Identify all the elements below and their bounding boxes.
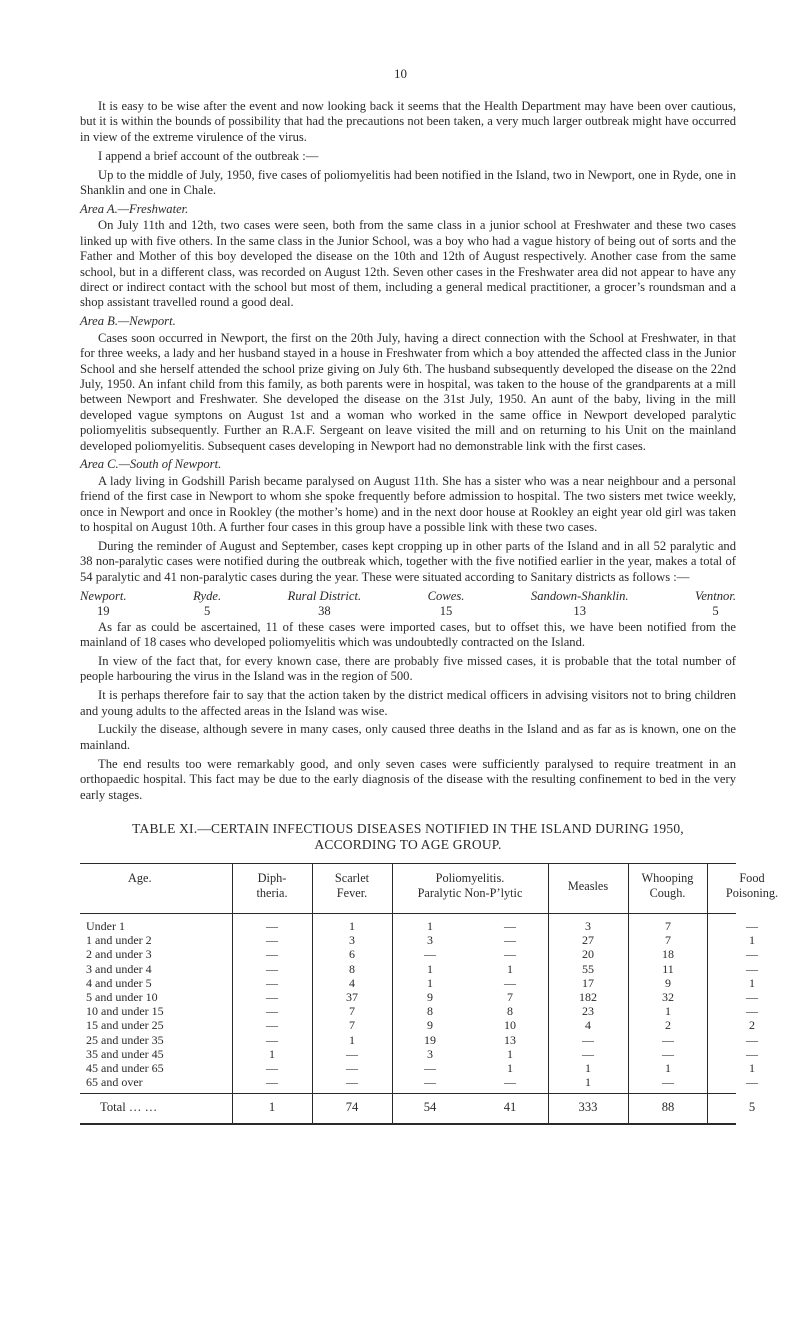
table-cell: — bbox=[746, 1004, 758, 1019]
district-sandown-shanklin bbox=[531, 589, 629, 620]
district-ryde bbox=[193, 589, 221, 620]
header-line: Whooping bbox=[641, 871, 694, 885]
paragraph: Up to the middle of July, 1950, five cases of poliomyelitis had been notified in the Island, two in Newport, one in Ryde, one in Shanklin and one in Chale. bbox=[80, 167, 736, 198]
age-group-cell: 25 and under 35 bbox=[86, 1032, 164, 1047]
district-list bbox=[80, 589, 736, 620]
table-title-line: ACCORDING TO AGE GROUP. bbox=[314, 837, 502, 852]
table-row bbox=[80, 933, 755, 948]
header-age: Age. bbox=[128, 871, 152, 885]
table-cell: — bbox=[424, 1075, 436, 1090]
paragraph: In view of the fact that, for every known case, there are probably five missed cases, it is probable that the total number of people harbouring the virus in the Island was in the region of 500. bbox=[80, 653, 736, 684]
table-cell: 17 bbox=[582, 975, 594, 990]
table-cell: — bbox=[346, 1075, 358, 1090]
age-group-cell: 1 and under 2 bbox=[86, 933, 152, 948]
paragraph: A lady living in Godshill Parish became paralysed on August 11th. She has a sister who was a near neighbour and a personal friend of the first case in Newport to whom she spoke frequently before admission to hospital. The two sisters met twice weekly, once in Newport and once in Rookley (the mother’s home) and in the next door house at Rookley an eight year old girl was taken to hospital on August 10th. A further four cases in this group have a possible link with these two cases. bbox=[80, 473, 736, 535]
table-cell: — bbox=[266, 1032, 278, 1047]
table-rule-header bbox=[80, 913, 736, 914]
district-newport bbox=[80, 589, 127, 620]
table-cell: — bbox=[582, 1046, 594, 1061]
table-cell: 1 bbox=[749, 975, 755, 990]
table-cell: — bbox=[424, 947, 436, 962]
district-rural bbox=[288, 589, 361, 620]
table-cell: — bbox=[746, 1032, 758, 1047]
table-cell: 3 bbox=[427, 933, 433, 948]
table-cell: — bbox=[266, 933, 278, 948]
district-cowes bbox=[428, 589, 465, 620]
table-cell: 3 bbox=[585, 919, 591, 933]
table-cell: — bbox=[266, 990, 278, 1004]
table-cell: — bbox=[504, 975, 516, 990]
table-cell: 182 bbox=[579, 990, 597, 1004]
table-cell: 1 bbox=[268, 1100, 276, 1114]
table-cell: 18 bbox=[662, 947, 674, 962]
table-cell: — bbox=[266, 975, 278, 990]
table-row bbox=[80, 1032, 758, 1047]
table-cell: 1 bbox=[585, 1075, 591, 1090]
table-cell: 9 bbox=[665, 975, 671, 990]
paragraph: The end results too were remarkably good, and only seven cases were sufficiently paralysed to require treatment in an orthopaedic hospital. This fact may be due to the early diagnosis of the disease with the resulting confinement to bed in the very early stages. bbox=[80, 756, 736, 802]
table-row bbox=[80, 961, 758, 976]
table-cell: — bbox=[266, 1061, 278, 1075]
table-cell: — bbox=[504, 947, 516, 962]
table-cell: — bbox=[746, 1046, 758, 1061]
age-group-cell: 45 and under 65 bbox=[86, 1061, 164, 1075]
district-ventnor bbox=[695, 589, 736, 620]
table-cell: — bbox=[746, 919, 758, 933]
district-name: Cowes. bbox=[427, 588, 465, 603]
table-cell: — bbox=[746, 990, 758, 1004]
table-cell: 2 bbox=[749, 1018, 755, 1033]
table-row bbox=[80, 1061, 755, 1075]
table-cell: 19 bbox=[424, 1032, 436, 1047]
table-total-row bbox=[80, 1100, 756, 1114]
district-name: Ryde. bbox=[193, 588, 222, 603]
age-group-cell: 4 and under 5 bbox=[86, 975, 152, 990]
area-heading: Area A.—Freshwater. bbox=[80, 201, 189, 216]
table-cell: 32 bbox=[662, 990, 674, 1004]
table-cell: 2 bbox=[665, 1018, 671, 1033]
area-heading: Area B.—Newport. bbox=[80, 314, 176, 329]
age-group-cell: 5 and under 10 bbox=[86, 990, 158, 1004]
page-number: 10 bbox=[394, 66, 407, 81]
table-row bbox=[80, 990, 758, 1004]
district-value: 15 bbox=[439, 604, 453, 619]
table-cell: 20 bbox=[582, 947, 594, 962]
table-cell: 1 bbox=[507, 1061, 513, 1075]
district-name: Rural District. bbox=[287, 588, 362, 603]
district-value: 19 bbox=[96, 604, 110, 619]
age-group-cell: 10 and under 15 bbox=[86, 1004, 164, 1019]
district-value: 5 bbox=[203, 604, 211, 619]
header-line: Diph- bbox=[257, 871, 287, 885]
table-cell: 8 bbox=[349, 961, 355, 976]
table-cell: 333 bbox=[578, 1100, 598, 1114]
table-cell: 7 bbox=[349, 1004, 355, 1019]
header-whooping-cough bbox=[628, 871, 707, 901]
header-line: Fever. bbox=[336, 886, 368, 900]
table-row bbox=[80, 1075, 758, 1090]
table-cell: — bbox=[662, 1075, 674, 1090]
table-rule-total bbox=[80, 1093, 736, 1094]
age-group-cell: 35 and under 45 bbox=[86, 1046, 164, 1061]
table-row bbox=[80, 1004, 758, 1019]
table-cell: 1 bbox=[585, 1061, 591, 1075]
table-cell: — bbox=[266, 1018, 278, 1033]
table-cell: 9 bbox=[427, 990, 433, 1004]
table-cell: 7 bbox=[349, 1018, 355, 1033]
age-group-cell: 3 and under 4 bbox=[86, 961, 152, 976]
header-poliomyelitis bbox=[392, 871, 548, 901]
age-group-cell: 2 and under 3 bbox=[86, 947, 152, 962]
table-cell: 8 bbox=[507, 1004, 513, 1019]
header-food-poisoning bbox=[707, 871, 797, 901]
table-cell: — bbox=[504, 919, 516, 933]
table-cell: 1 bbox=[507, 961, 513, 976]
table-cell: 4 bbox=[585, 1018, 591, 1033]
table-row bbox=[80, 1046, 758, 1061]
table-row bbox=[80, 975, 755, 990]
table-cell: 27 bbox=[582, 933, 594, 948]
table-cell: 1 bbox=[665, 1061, 671, 1075]
table-cell: 1 bbox=[349, 919, 355, 933]
header-line: Cough. bbox=[649, 886, 686, 900]
header-line: Scarlet bbox=[334, 871, 370, 885]
table-cell: — bbox=[346, 1046, 358, 1061]
table-cell: — bbox=[266, 919, 278, 933]
table-cell: — bbox=[266, 947, 278, 962]
table-cell: 1 bbox=[749, 1061, 755, 1075]
table-cell: 88 bbox=[661, 1100, 675, 1114]
table-cell: — bbox=[662, 1032, 674, 1047]
district-name: Ventnor. bbox=[695, 588, 736, 603]
table-cell: 8 bbox=[427, 1004, 433, 1019]
table-cell: 41 bbox=[503, 1100, 517, 1114]
table-cell: 23 bbox=[582, 1004, 594, 1019]
paragraph: It is perhaps therefore fair to say that the action taken by the district medical officers in advising visitors not to bring children and young adults to the affected areas in the Island was wise. bbox=[80, 688, 736, 718]
table-cell: 3 bbox=[349, 933, 355, 948]
age-group-cell: 15 and under 25 bbox=[86, 1018, 164, 1033]
paragraph: Luckily the disease, although severe in many cases, only caused three deaths in the Island and as far as is known, one on the mainland. bbox=[80, 722, 736, 752]
table-cell: 7 bbox=[665, 933, 671, 948]
header-line: theria. bbox=[256, 886, 288, 900]
table-cell: 5 bbox=[748, 1100, 756, 1114]
district-name: Sandown-Shanklin. bbox=[530, 588, 629, 603]
table-cell: — bbox=[266, 1075, 278, 1090]
paragraph: On July 11th and 12th, two cases were seen, both from the same class in a junior school at Freshwater and these two cases linked up with five others. In the same class in the Junior School, was a boy who had a vague history of being out of sorts and the Father and Mother of this boy developed the disease on the 10th and 12th of August respectively. Another case from the same school, but in a different class, was recorded on August 12th. Seven other cases in the Freshwater area did not appear to have any direct or indirect contact with the school but most of them, including a general medical practitioner, a grocer’s roundsman and a shop assistant travelled round a good deal. bbox=[80, 218, 736, 310]
age-group-cell: 65 and over bbox=[86, 1075, 143, 1090]
table-cell: 55 bbox=[582, 961, 594, 976]
paragraph: As far as could be ascertained, 11 of these cases were imported cases, but to offset this, we have been notified from the mainland of 18 cases who developed poliomyelitis which was undoubtedly contracted on the Island. bbox=[80, 619, 736, 649]
table-cell: 37 bbox=[346, 990, 358, 1004]
table-cell: 1 bbox=[507, 1046, 513, 1061]
table-title bbox=[80, 821, 736, 853]
table-cell: — bbox=[346, 1061, 358, 1075]
table-cell: 3 bbox=[427, 1046, 433, 1061]
table-cell: 10 bbox=[504, 1018, 516, 1033]
paragraph: It is easy to be wise after the event and now looking back it seems that the Health Department may have been over cautious, but it is within the bounds of possibility that had the precautions not been taken, a very much larger outbreak might have occurred in view of the extreme virulence of the virus. bbox=[80, 99, 736, 144]
table-cell: 9 bbox=[427, 1018, 433, 1033]
table-cell: 1 bbox=[269, 1046, 275, 1061]
table-cell: 7 bbox=[665, 919, 671, 933]
paragraph: During the reminder of August and September, cases kept cropping up in other parts of the Island and in all 52 paralytic and 38 non-paralytic cases were notified during the outbreak which, together with the five notified earlier in the year, makes a total of 54 paralytic and 41 non-paralytic cases during the year. These were situated according to Sanitary districts as follows :— bbox=[80, 538, 736, 584]
table-cell: — bbox=[746, 961, 758, 976]
table-cell: 11 bbox=[662, 961, 674, 976]
header-measles: Measles bbox=[567, 879, 609, 893]
header-line: Food bbox=[739, 871, 765, 885]
header-diphtheria bbox=[232, 871, 312, 901]
area-heading: Area C.—South of Newport. bbox=[80, 457, 222, 472]
age-group-cell: Under 1 bbox=[86, 919, 125, 933]
table-cell: 74 bbox=[345, 1100, 359, 1114]
table-cell: 1 bbox=[349, 1032, 355, 1047]
table-cell: 7 bbox=[507, 990, 513, 1004]
table-row bbox=[80, 947, 758, 962]
table-row bbox=[80, 1018, 755, 1033]
table-cell: 13 bbox=[504, 1032, 516, 1047]
table-cell: 4 bbox=[349, 975, 355, 990]
table-cell: — bbox=[504, 1075, 516, 1090]
table-cell: 1 bbox=[749, 933, 755, 948]
table-cell: 1 bbox=[427, 975, 433, 990]
table-rule-top bbox=[80, 863, 736, 864]
header-line: Paralytic Non-P’lytic bbox=[417, 886, 523, 900]
paragraph: Cases soon occurred in Newport, the first on the 20th July, having a direct connection with the School at Freshwater, in that for three weeks, a lady and her husband stayed in a house in Freshwater from which a boy attended the affected class in the Junior School and she herself attended the school prize giving on July 6th. The husband subsequently developed the disease on the 22nd July, 1950. An infant child from this family, as both parents were in hospital, was taken to the house of the grandparents at a mill between Newport and Freshwater. She developed the disease on the 31st July, 1950. An aunt of the baby, living in the mill developed vague symptons on August 1st and a woman who worked in the same office in Newport developed paralytic poliomyelitis subsequently. Further an R.A.F. Sergeant on leave visited the mill and on returning to his Unit on the mainland developed poliomyelitis. Subsequent cases developing in Newport had no demonstrable link with the first cases. bbox=[80, 330, 736, 453]
table-title-line: TABLE XI.—CERTAIN INFECTIOUS DISEASES NOTIFIED IN THE ISLAND DURING 1950, bbox=[132, 821, 684, 836]
table-cell: 6 bbox=[349, 947, 355, 962]
table-cell: 1 bbox=[427, 919, 433, 933]
table-cell: — bbox=[746, 947, 758, 962]
table-cell: — bbox=[662, 1046, 674, 1061]
district-name: Newport. bbox=[80, 588, 127, 603]
table-cell: — bbox=[266, 1004, 278, 1019]
district-value: 38 bbox=[318, 604, 331, 619]
table-cell: — bbox=[266, 961, 278, 976]
paragraph: I append a brief account of the outbreak :— bbox=[98, 148, 319, 163]
table-cell: — bbox=[582, 1032, 594, 1047]
total-label: Total … … bbox=[100, 1100, 158, 1114]
table-cell: — bbox=[424, 1061, 436, 1075]
table-cell: — bbox=[504, 933, 516, 948]
table-cell: 1 bbox=[665, 1004, 671, 1019]
table-cell: 1 bbox=[427, 961, 433, 976]
district-value: 5 bbox=[712, 604, 719, 619]
district-value: 13 bbox=[573, 604, 587, 619]
body-text bbox=[80, 99, 736, 806]
table-row bbox=[80, 919, 758, 933]
table-rule-bottom bbox=[80, 1123, 736, 1125]
header-line: Poisoning. bbox=[725, 886, 779, 900]
table-cell: 54 bbox=[423, 1100, 437, 1114]
header-line: Poliomyelitis. bbox=[435, 871, 505, 885]
table-cell: — bbox=[746, 1075, 758, 1090]
header-scarlet-fever bbox=[312, 871, 392, 901]
